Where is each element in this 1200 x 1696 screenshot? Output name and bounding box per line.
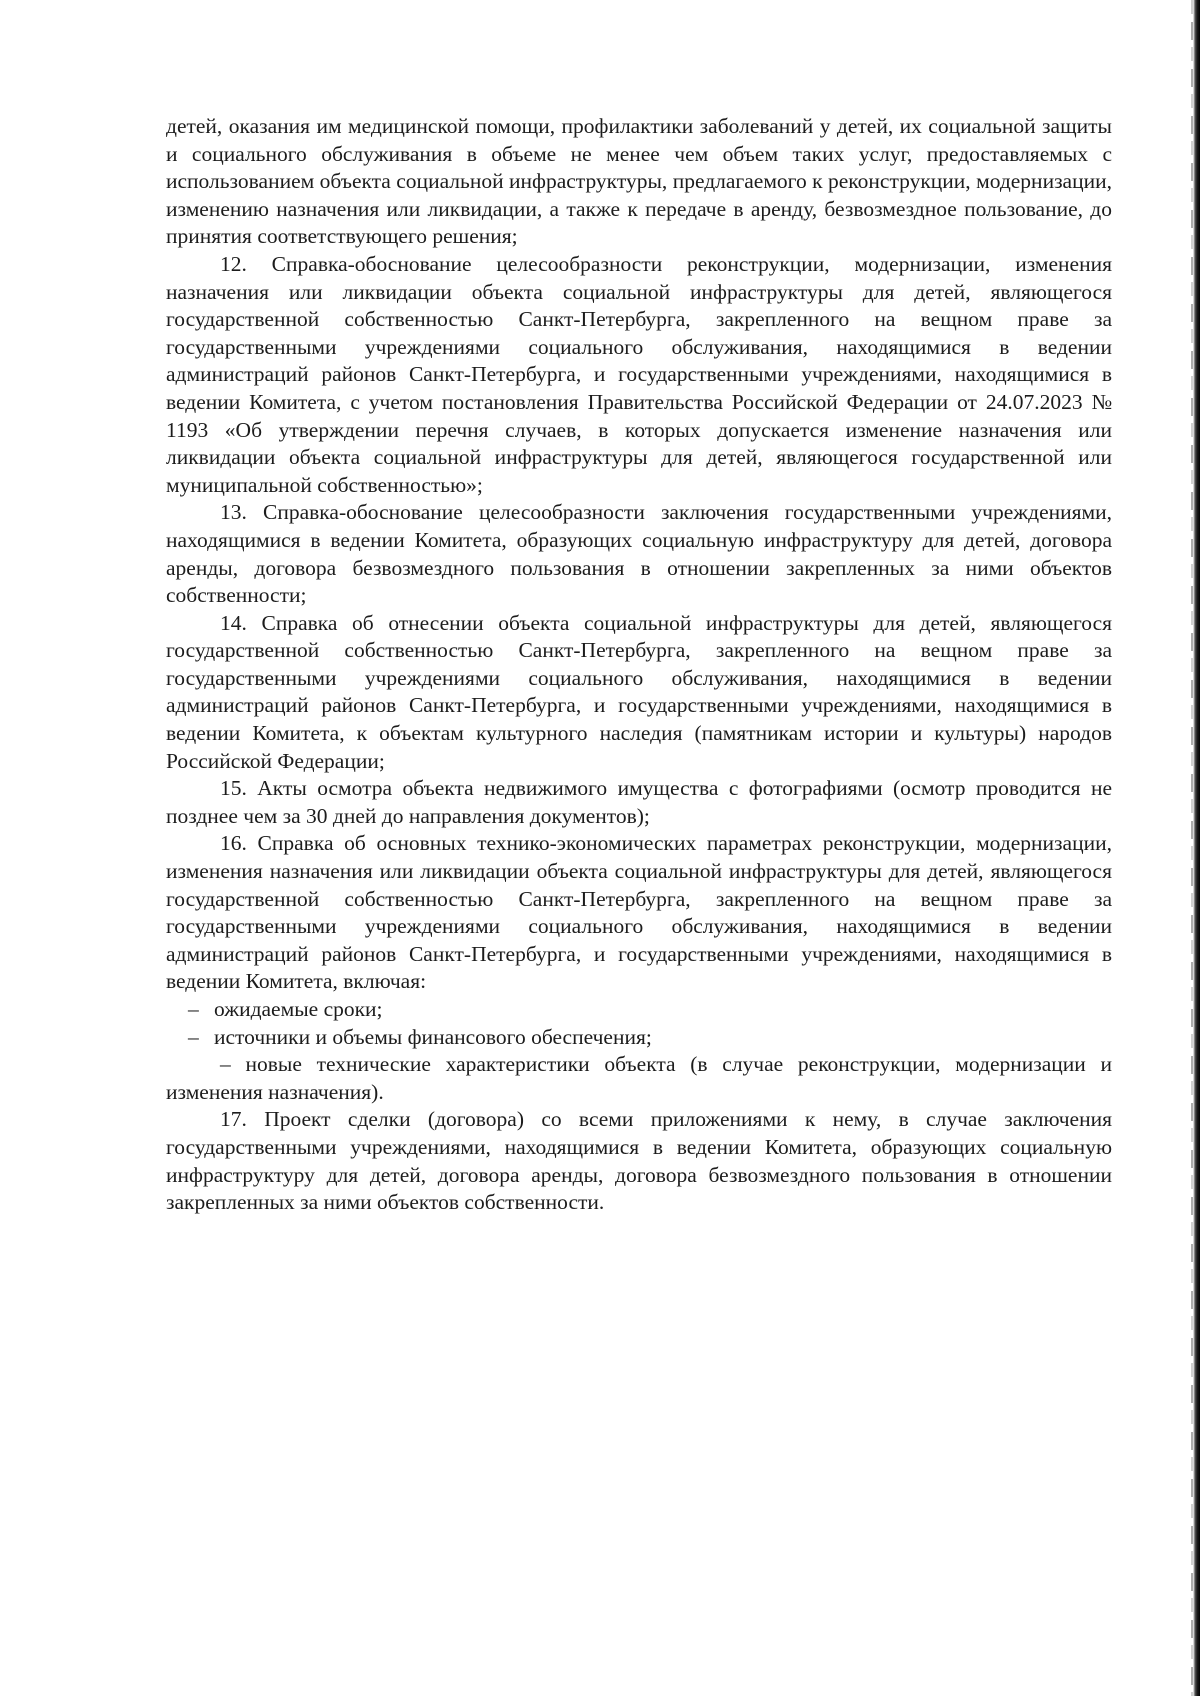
dash-marker: – — [220, 1052, 231, 1077]
list-item-text: источники и объемы финансового обеспечения; — [214, 1024, 652, 1049]
list-item-expected-terms — [166, 996, 1112, 1024]
list-item-text: ожидаемые сроки; — [214, 997, 383, 1021]
list-item-funding-sources — [166, 1024, 1112, 1052]
paragraph-item-17: 17. Проект сделки (договора) со всеми приложениями к нему, в случае заключения государственными учреждениями, находящимися в ведении Комитета, образующих социальную инфраструктуру для детей, договора аренды, договора безвозмездного пользования в отношении закрепленных за ними объектов собственности. — [166, 1107, 1112, 1215]
paragraph-item-14: 14. Справка об отнесении объекта социальной инфраструктуры для детей, являющегося государственной собственностью Санкт-Петербурга, закрепленного на вещном праве за государственными учреждениями социального обслуживания, находящимися в ведении администраций районов Санкт-Петербурга, и государственными учреждениями, находящимися в ведении Комитета, к объектам культурного наследия (памятникам истории и культуры) народов Российской Федерации; — [166, 610, 1112, 773]
dash-marker: – — [188, 997, 199, 1021]
scan-edge-border — [1193, 0, 1200, 1696]
paragraph-continuation: детей, оказания им медицинской помощи, профилактики заболеваний у детей, их социальной защиты и социального обслуживания в объеме не менее чем объем таких услуг, предоставляемых с использованием объекта социальной инфраструктуры, предлагаемого к реконструкции, модернизации, изменению назначения или ликвидации, а также к передаче в аренду, безвозмездное пользование, до принятия соответствующего решения; — [166, 114, 1112, 249]
document-body — [166, 113, 1112, 1217]
paragraph-item-12: 12. Справка-обоснование целесообразности реконструкции, модернизации, изменения назначения или ликвидации объекта социальной инфраструктуры для детей, являющегося государственной собственностью Санкт-Петербурга, закрепленного на вещном праве за государственными учреждениями социального обслуживания, находящимися в ведении администраций районов Санкт-Петербурга, и государственными учреждениями, находящимися в ведении Комитета, с учетом постановления Правительства Российской Федерации от 24.07.2023 № 1193 «Об утверждении перечня случаев, в которых допускается изменение назначения или ликвидации объекта социальной инфраструктуры для детей, являющегося государственной или муниципальной собственностью»; — [166, 251, 1112, 497]
list-item-text: новые технические характеристики объекта (в случае реконструкции, модернизации и изменения назначения). — [166, 1052, 1113, 1104]
dash-marker: – — [188, 1024, 199, 1049]
paragraph-item-13: 13. Справка-обоснование целесообразности заключения государственными учреждениями, находящимися в ведении Комитета, образующих социальную инфраструктуру для детей, договора аренды, договора безвозмездного пользования в отношении закрепленных за ними объектов собственности; — [166, 500, 1112, 608]
paragraph-item-15: 15. Акты осмотра объекта недвижимого имущества с фотографиями (осмотр проводится не позднее чем за 30 дней до направления документов); — [166, 776, 1112, 828]
paragraph-item-16: 16. Справка об основных технико-экономических параметрах реконструкции, модернизации, изменения назначения или ликвидации объекта социальной инфраструктуры для детей, являющегося государственной собственностью Санкт-Петербурга, закрепленного на вещном праве за государственными учреждениями социального обслуживания, находящимися в ведении администраций районов Санкт-Петербурга, и государственными учреждениями, находящимися в ведении Комитета, включая: — [166, 831, 1112, 994]
list-item-new-characteristics — [166, 1051, 1112, 1106]
